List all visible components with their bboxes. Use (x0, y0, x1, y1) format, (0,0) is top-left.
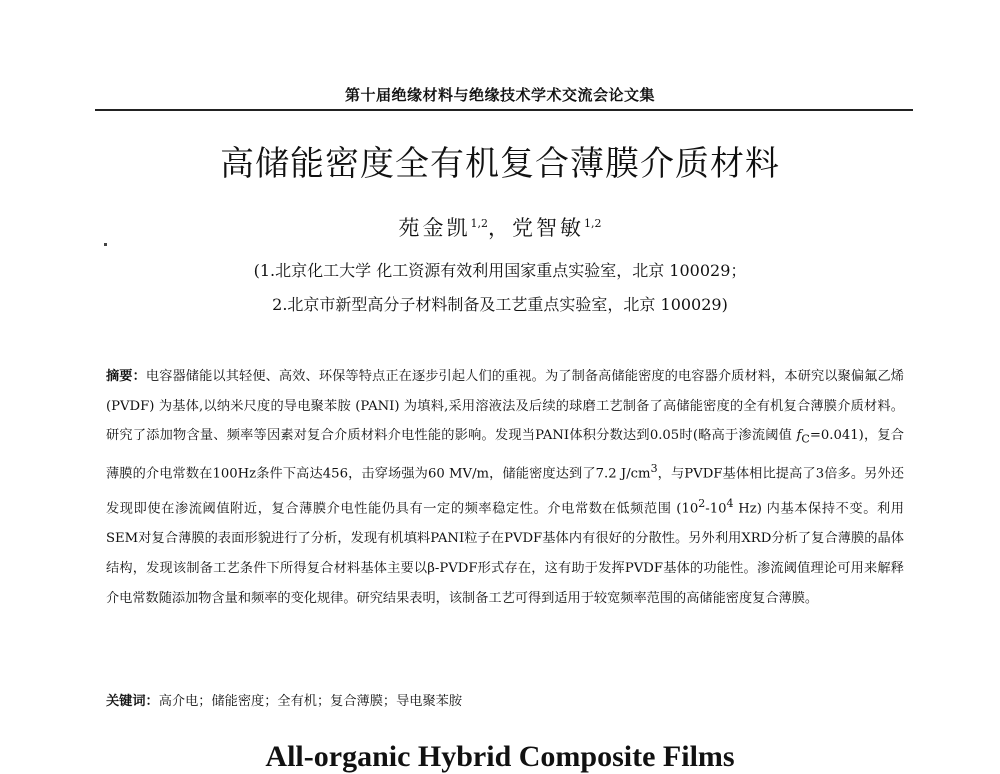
abstract-text: -10 (705, 501, 727, 517)
keywords (106, 690, 904, 709)
percolation-symbol: f (796, 428, 802, 444)
exponent: 2 (698, 497, 706, 511)
percolation-subscript: C (801, 432, 810, 446)
english-title: All-organic Hybrid Composite Films (265, 740, 735, 773)
keywords-text: 高介电；储能密度；全有机；复合薄膜；导电聚苯胺 (158, 694, 463, 709)
abstract-text: Hz) 内基本保持不变。利用SEM对复合薄膜的表面形貌进行了分析，发现有机填料PANI粒子在PVDF基体内有很好的分散性。另外利用XRD分析了复合薄膜的晶体结构，发现该制备工艺条件下所得复合材料基体主要以β-PVDF形式存在，这有助于发挥PVDF基体的功能性。渗流阈值理论可用来解释介电常数随添加物含量和频率的变化规律。研究结果表明，该制备工艺可得到适用于较宽频率范围的高储能密度复合薄膜。 (106, 501, 904, 606)
running-header: 第十届绝缘材料与绝缘技术学术交流会论文集 (344, 86, 655, 104)
affiliation-line: (1.北京化工大学 化工资源有效利用国家重点实验室，北京 100029； (253, 261, 747, 280)
abstract-text: =0.041)，复合薄膜的介电常数在100Hz条件下高达456，击穿场强为60 MV/m，储能密度达到了7.2 J/cm (106, 428, 904, 482)
abstract (106, 362, 904, 613)
authors (0, 212, 1000, 242)
author-separator: ， (488, 216, 512, 240)
unit-superscript: 3 (650, 462, 658, 476)
author-affiliation-mark: 1,2 (470, 217, 488, 230)
header-rule (95, 109, 913, 111)
author-name: 党智敏 (512, 216, 584, 240)
margin-mark (104, 243, 107, 246)
abstract-text: 电容器储能以其轻便、高效、环保等特点正在逐步引起人们的重视。为了制备高储能密度的电容器介质材料，本研究以聚偏氟乙烯 (PVDF) 为基体,以纳米尺度的导电聚苯胺 (PANI) 为填料,采用溶液法及后续的球磨工艺制备了高储能密度的全有机复合薄膜介质材料。研究了添加物含量、频率等因素对复合介质材料介电性能的影响。发现当PANI体积分数达到0.05时(略高于渗流阈值 (106, 369, 904, 444)
abstract-text: ，与PVDF基体相比提高了3倍多。另外还发现即使在渗流阈值附近，复合薄膜介电性能仍具有一定的频率稳定性。介电常数在低频范围 (10 (106, 466, 904, 517)
author-affiliation-mark: 1,2 (584, 217, 602, 230)
affiliation-line: 2.北京市新型高分子材料制备及工艺重点实验室，北京 100029) (272, 295, 728, 314)
paper-title: 高储能密度全有机复合薄膜介质材料 (220, 144, 780, 184)
abstract-label: 摘要： (106, 369, 146, 384)
keywords-label: 关键词： (106, 694, 159, 709)
exponent: 4 (726, 497, 734, 511)
author-name: 苑金凯 (398, 216, 471, 240)
